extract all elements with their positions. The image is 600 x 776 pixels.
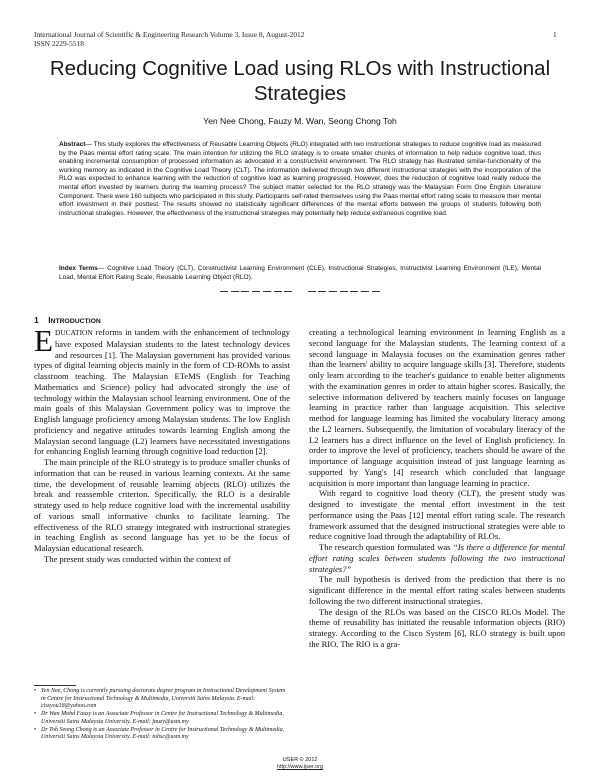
section-title-rest: NTRODUCTION — [50, 318, 101, 325]
author-footnotes — [34, 688, 290, 742]
research-question-lead: The research question formulated was — [319, 542, 453, 552]
footnote-item: • Dr Wan Mohd Fauzy is an Associate Professor in Centre for Instructional Technology & Multimedia, Universiti Sains Malaysia University. E-mail: fauzy@usm.my — [41, 711, 290, 726]
right-paragraph-4: The null hypothesis is derived from the prediction that there is no significant difference in the mental effort rating scales between students following the two different instructional strategies. — [309, 574, 565, 606]
paper-title: Reducing Cognitive Load using RLOs with Instructional Strategies — [49, 57, 551, 105]
abstract-label: Abstract — [59, 141, 86, 148]
left-column — [34, 323, 290, 565]
footer-url[interactable]: http://www.ijser.org — [276, 764, 324, 770]
abstract-text: — This study explores the effectiveness of Reusable Learning Objects (RLO) integrated with two instructional strategies to reduce cognitive load as measured by the Paas mental effort rating scale. The main intention for utilizing the RLO strategy is to create smaller chunks of information to help reduce cognitive load, thus enabling incremental consumption of processed information as advocated in a constructivist environment. The RLO strategy has illustrated similar-functionality of the working memory as indicated in the Cognitive Load Theory (CLT). The information delivered through two different instructional strategies with the incorporation of the RLO was expected to enhance learning with the reduction of cognitive load as learning progressed. However, does the reduction of cognitive load really reduce the mental effort invested by learners during the learning process? The subject matter selected for the RLO strategy was the Malaysian Form One English Literature Component. There were 160 subjects who participated in this study. Participants self-rated themselves using the Paas mental effort rating scale to measure their mental effort investment in their posttest. The results showed no statistically significant differences of the mental efforts between the groups of students following both instructional strategies. However, the effectiveness of the instructional strategies may potentially help reduce extraneous cognitive load. — [59, 141, 541, 217]
research-question-paragraph — [309, 542, 565, 574]
footnote-item: • Yen Nee, Chong is currently pursuing doctorate degree program in Instructional Development System in Centre for Instructional Technology & Multimedia, Universiti Sains Malaysia. E-mail: cissyou18@yahoo.com — [41, 688, 290, 711]
index-terms-text: — Cognitive Load Theory (CLT), Constructivist Learning Environment (CLE), Instructional Strategies, Instructivist Learning Environment (ILE), Mental Load, Mental Effort Rating Scale, Reusable Learning Object (RLO). — [59, 265, 541, 281]
intro-paragraph-1 — [34, 323, 290, 457]
drop-cap: E — [34, 323, 53, 358]
right-column — [309, 327, 565, 650]
index-terms — [59, 265, 541, 282]
intro-paragraph-3: The present study was conducted within the context of — [44, 553, 231, 564]
section-number: 1 — [34, 315, 39, 325]
abstract — [59, 141, 541, 218]
section-title-first: I — [48, 315, 51, 325]
page-number: 1 — [553, 30, 557, 39]
research-question: “Is there a difference for mental effort rating scales between students following the two instructional strategies?” — [309, 542, 565, 574]
journal-header — [34, 30, 304, 48]
right-paragraph-2: With regard to cognitive load theory (CLT), the present study was designed to investigate the mental effort investment in the test performance using the Paas [12] mental effort rating scale. The research framework assumed that the designed instructional strategies were able to reduce cognitive load through the adaptability of RLOs. — [309, 488, 565, 542]
authors: Yen Nee Chong, Fauzy M. Wan, Seong Chong Toh — [203, 116, 397, 126]
footnote-item: • Dr Toh Seong Chong is an Associate Professor in Centre for Instructional Technology & Multimedia, Universiti Sains Malaysia University. E-mail: tohsc@usm.my — [41, 727, 290, 742]
right-paragraph-1: creating a technological learning environment in learning English as a second language for the Malaysian students. The learning context of a second language in Malaysia focuses on the examination genres rather than the learners' ability to acquire language skills [3]. Therefore, students only learn according to the teacher's guidance to enable better alignments with the examination genres in order to attain higher scores. Basically, the selective information delivered by teachers mainly focuses on language learning in practice rather than language acquisition. This selective method for language learning has limited the vocabulary literacy among the L2 learners. Subsequently, the limitation of vocabulary literacy of the L2 learners has a direct influence on the level of English proficiency. In order to improve the level of proficiency, teachers should be aware of the importance of language acquisition instead of just language learning as supported by Yang's [4] research which concluded that language acquisition is more important than language learning in practice. — [309, 327, 565, 488]
journal-name: International Journal of Scientific & Engineering Research Volume 3, Issue 8, August-2012 — [34, 30, 305, 39]
issn: ISSN 2229-5518 — [34, 39, 84, 48]
section-separator — [220, 291, 380, 292]
right-paragraph-5: The design of the RLOs was based on the CISCO RLOs Model. The theme of reusability has initiated the reusable information objects (RIO) strategy. According to the Cisco System [6], RLO strategy is built upon the RIO. The RIO is a gra- — [309, 606, 565, 649]
intro-first-word: DUCATION — [54, 328, 93, 337]
footnote-rule — [34, 685, 76, 686]
intro-paragraph-1-text: reforms in tandem with the enhancement of technology have exposed Malaysian students to the latest technology devices and resources [1]. The Malaysian government has provided various types of digital learning objects mainly in the form of CD-ROMs to assist classroom teaching. The Malaysian ETeMS (English for Teaching Mathematics and Science) policy had advocated strongly the use of technology within the Malaysian school learning environment. One of the main goals of this Malaysian Government policy was to improve the English language proficiency among Malaysian students. The low English proficiency and negative attitudes towards learning English among the Malaysian second language (L2) learners have necessitated investigations for enhancing English learning through cognitive load reduction [2]. — [34, 327, 290, 457]
footer-copyright: IJSER © 2012 — [282, 757, 318, 763]
index-terms-label: Index Terms — [59, 265, 98, 272]
intro-paragraph-2: The main principle of the RLO strategy is to produce smaller chunks of information that can be reused in various learning contexts. At the same time, the development of reusable learning objects (RLO) utilizes the break and reassemble criterion. Specifically, the RLO is a desirable strategy used to help reduce cognitive load with the incremental usability of various small informative chunks to facilitate learning. The effectiveness of the RLO strategy integrated with instructional strategies in teaching English as second language has yet to be the focus of Malaysian educational research. — [34, 457, 290, 553]
